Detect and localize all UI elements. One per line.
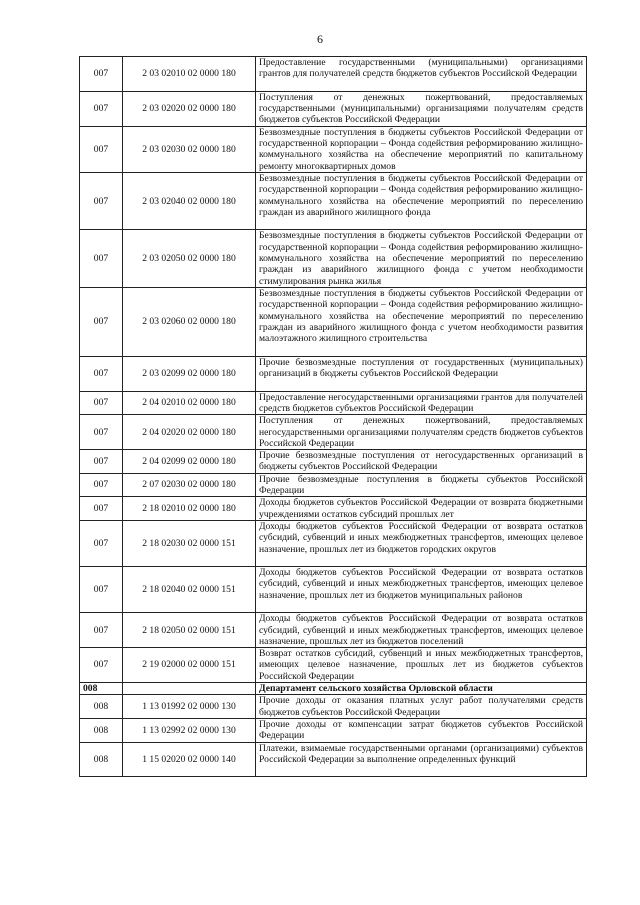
admin-code-cell: 007 [80,287,123,356]
table-row [80,695,587,719]
revenue-name-cell: Департамент сельского хозяйства Орловской области [256,683,587,695]
table-row [80,742,587,777]
table-row [80,497,587,521]
revenue-name-cell: Прочие безвозмездные поступления от государственных (муниципальных) организаций в бюджеты субъектов Российской Федерации [256,356,587,391]
admin-code-cell: 007 [80,520,123,566]
revenue-name-cell: Прочие безвозмездные поступления в бюджеты субъектов Российской Федерации [256,473,587,497]
table-row [80,648,587,683]
revenue-code-cell [123,683,256,695]
revenue-code-cell: 2 03 02099 02 0000 180 [123,356,256,391]
revenue-name-cell: Безвозмездные поступления в бюджеты субъектов Российской Федерации от государственной корпорации – Фонда содействия реформированию жилищно-коммунального хозяйства на обеспечение мероприятий по капитальному ремонту многоквартирных домов [256,126,587,172]
page-number: 6 [317,32,323,46]
admin-code-cell: 008 [80,683,123,695]
table-row [80,473,587,497]
table-row [80,520,587,566]
revenue-name-cell: Доходы бюджетов субъектов Российской Федерации от возврата остатков субсидий, субвенций и иных межбюджетных трансфертов, имеющих целевое назначение, прошлых лет из бюджетов поселений [256,613,587,648]
revenue-code-cell: 2 03 02060 02 0000 180 [123,287,256,356]
table-row [80,57,587,92]
revenue-codes-table [79,56,587,777]
revenue-code-cell: 2 03 02040 02 0000 180 [123,172,256,230]
revenue-name-cell: Прочие безвозмездные поступления от негосударственных организаций в бюджеты субъектов Российской Федерации [256,450,587,474]
admin-code-cell: 007 [80,567,123,613]
revenue-code-cell: 2 03 02050 02 0000 180 [123,230,256,288]
revenue-code-cell: 2 03 02020 02 0000 180 [123,91,256,126]
revenue-code-cell: 2 18 02030 02 0000 151 [123,520,256,566]
table-row [80,567,587,613]
revenue-code-cell: 1 15 02020 02 0000 140 [123,742,256,777]
revenue-code-cell: 2 03 02010 02 0000 180 [123,57,256,92]
revenue-name-cell: Доходы бюджетов субъектов Российской Федерации от возврата бюджетными учреждениями остатков субсидий прошлых лет [256,497,587,521]
table-row [80,287,587,356]
table-row [80,230,587,288]
admin-code-cell: 007 [80,172,123,230]
table-row [80,91,587,126]
table-row [80,450,587,474]
admin-code-cell: 007 [80,648,123,683]
table-row [80,172,587,230]
revenue-name-cell: Прочие доходы от компенсации затрат бюджетов субъектов Российской Федерации [256,718,587,742]
admin-code-cell: 007 [80,391,123,415]
revenue-code-cell: 2 04 02020 02 0000 180 [123,415,256,450]
admin-code-cell: 007 [80,415,123,450]
section-header-row [80,683,587,695]
admin-code-cell: 007 [80,230,123,288]
revenue-code-cell: 1 13 01992 02 0000 130 [123,695,256,719]
revenue-code-cell: 2 18 02010 02 0000 180 [123,497,256,521]
revenue-name-cell: Доходы бюджетов субъектов Российской Федерации от возврата остатков субсидий, субвенций и иных межбюджетных трансфертов, имеющих целевое назначение, прошлых лет из бюджетов муниципальных районов [256,567,587,613]
revenue-name-cell: Поступления от денежных пожертвований, предоставляемых государственными (муниципальными) организациями получателям средств бюджетов субъектов Российской Федерации [256,91,587,126]
table-row [80,391,587,415]
revenue-code-cell: 2 04 02010 02 0000 180 [123,391,256,415]
revenue-code-cell: 2 18 02050 02 0000 151 [123,613,256,648]
admin-code-cell: 007 [80,126,123,172]
admin-code-cell: 007 [80,57,123,92]
revenue-code-cell: 2 19 02000 02 0000 151 [123,648,256,683]
revenue-name-cell: Безвозмездные поступления в бюджеты субъектов Российской Федерации от государственной корпорации – Фонда содействия реформированию жилищно-коммунального хозяйства на обеспечение мероприятий по переселению граждан из аварийного жилищного фонда с учетом необходимости стимулирования рынка жилья [256,230,587,288]
revenue-name-cell: Поступления от денежных пожертвований, предоставляемых негосударственными организациями получателям средств бюджетов субъектов Российской Федерации [256,415,587,450]
table-row [80,126,587,172]
table-row [80,718,587,742]
revenue-name-cell: Предоставление негосударственными организациями грантов для получателей средств бюджетов субъектов Российской Федерации [256,391,587,415]
admin-code-cell: 008 [80,718,123,742]
admin-code-cell: 007 [80,450,123,474]
revenue-code-cell: 1 13 02992 02 0000 130 [123,718,256,742]
admin-code-cell: 007 [80,356,123,391]
revenue-code-cell: 2 18 02040 02 0000 151 [123,567,256,613]
revenue-name-cell: Доходы бюджетов субъектов Российской Федерации от возврата остатков субсидий, субвенций и иных межбюджетных трансфертов, имеющих целевое назначение, прошлых лет из бюджетов городских округов [256,520,587,566]
admin-code-cell: 007 [80,497,123,521]
table-row [80,613,587,648]
admin-code-cell: 008 [80,742,123,777]
admin-code-cell: 008 [80,695,123,719]
revenue-code-cell: 2 04 02099 02 0000 180 [123,450,256,474]
revenue-code-cell: 2 03 02030 02 0000 180 [123,126,256,172]
revenue-name-cell: Безвозмездные поступления в бюджеты субъектов Российской Федерации от государственной корпорации – Фонда содействия реформированию жилищно-коммунального хозяйства на обеспечение мероприятий по переселению граждан из аварийного жилищного фонда с учетом необходимости развития малоэтажного жилищного строительства [256,287,587,356]
table-row [80,356,587,391]
revenue-code-cell: 2 07 02030 02 0000 180 [123,473,256,497]
revenue-name-cell: Безвозмездные поступления в бюджеты субъектов Российской Федерации от государственной корпорации – Фонда содействия реформированию жилищно-коммунального хозяйства на обеспечение мероприятий по переселению граждан из аварийного жилищного фонда [256,172,587,230]
revenue-name-cell: Возврат остатков субсидий, субвенций и иных межбюджетных трансфертов, имеющих целевое назначение, прошлых лет из бюджетов субъектов Российской Федерации [256,648,587,683]
revenue-name-cell: Прочие доходы от оказания платных услуг работ получателями средств бюджетов субъектов Российской Федерации [256,695,587,719]
admin-code-cell: 007 [80,91,123,126]
admin-code-cell: 007 [80,613,123,648]
revenue-name-cell: Предоставление государственными (муниципальными) организациями грантов для получателей средств бюджетов субъектов Российской Федерации [256,57,587,92]
table-row [80,415,587,450]
admin-code-cell: 007 [80,473,123,497]
revenue-name-cell: Платежи, взимаемые государственными органами (организациями) субъектов Российской Федерации за выполнение определенных функций [256,742,587,777]
